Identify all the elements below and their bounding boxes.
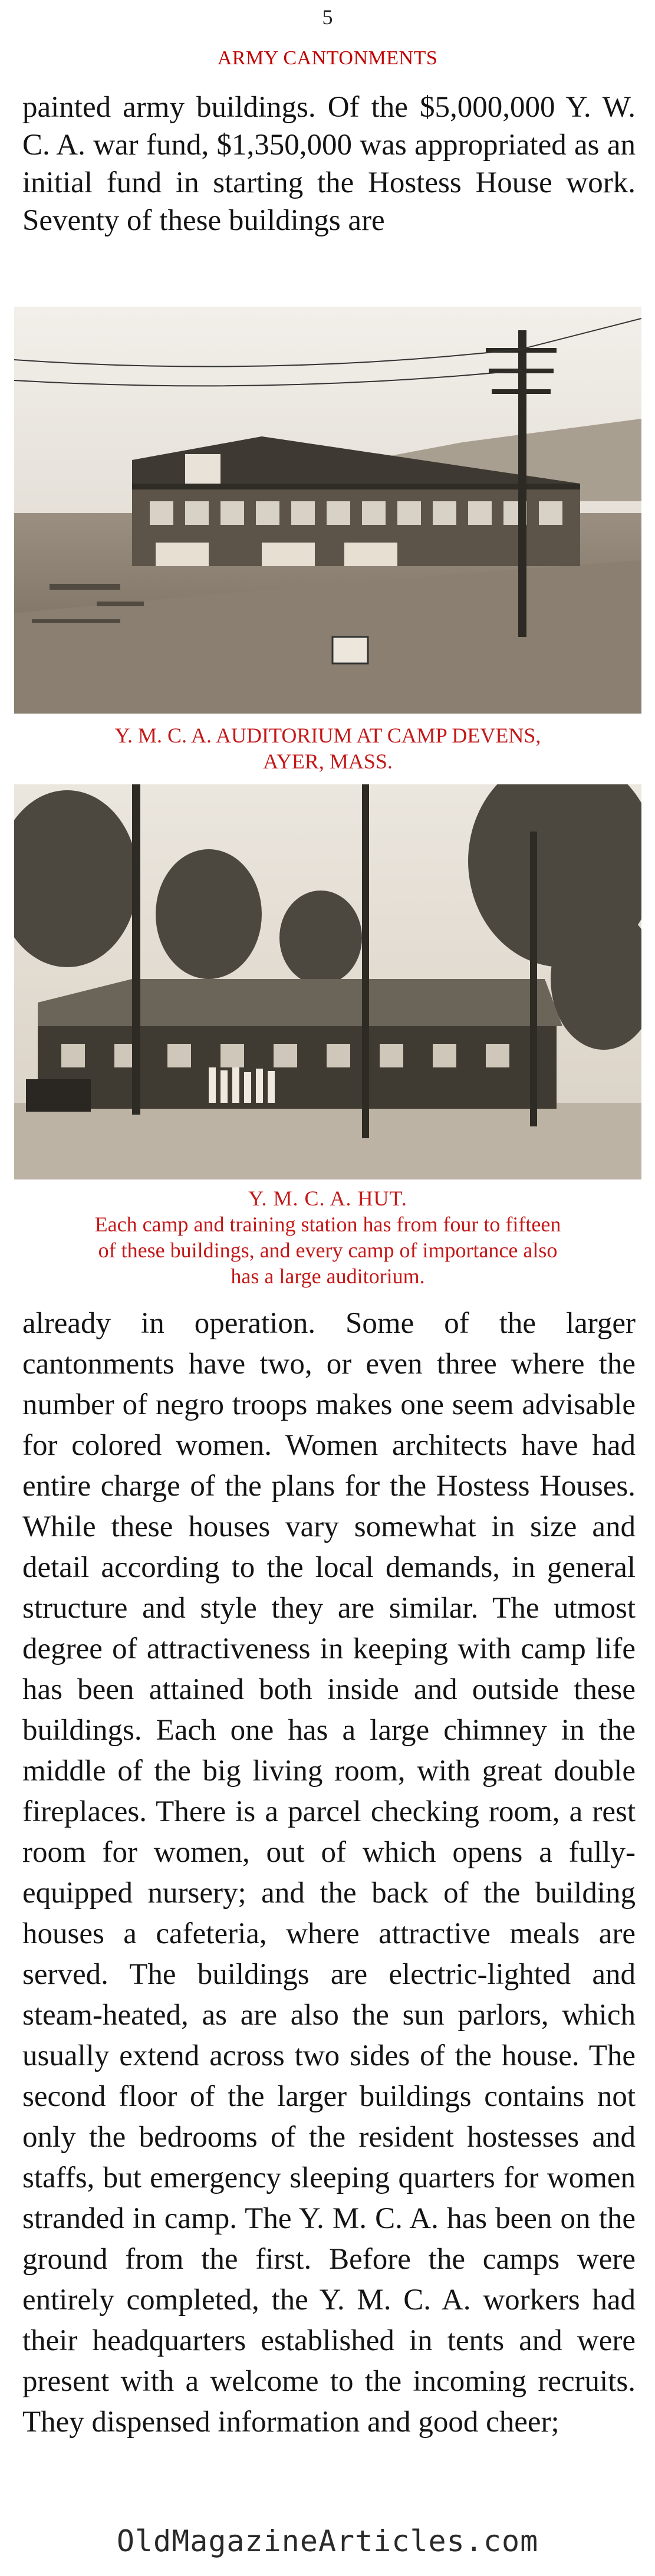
source-watermark: OldMagazineArticles.com (116, 2524, 539, 2558)
running-head: ARMY CANTONMENTS (217, 47, 438, 69)
photo-auditorium-caption-line2: AYER, MASS. (263, 750, 393, 773)
article-text-top: painted army buildings. Of the $5,000,000 Y. W. C. A. war fund, $1,350,000 was appropriated as an initial fund in starting the Hostess House work. Seventy of these buildings are (22, 91, 636, 237)
photo-auditorium-caption-line1: Y. M. C. A. AUDITORIUM AT CAMP DEVENS, (114, 724, 541, 747)
article-text-body: already in operation. Some of the larger cantonments have two, or even three where the number of negro troops makes one seem advisable for colored women. Women architects have had entire charge of the plans for the Hostess Houses. While these houses vary somewhat in size and detail according to the local demands, in general structure and style they are similar. The utmost degree of attractiveness in keeping with camp life has been attained both inside and outside these buildings. Each one has a large chimney in the middle of the big living room, with great double fireplaces. There is a parcel checking room, a rest room for women, out of which opens a fully-equipped nursery; and the back of the building houses a cafeteria, where attractive meals are served. The buildings are electric-lighted and steam-heated, as are also the sun parlors, which usually extend across two sides of the house. The second floor of the larger buildings contains not only the bedrooms of the resident hostesses and staffs, but emergency sleeping quarters for women stranded in camp. The Y. M. C. A. has been on the ground from the first. Before the camps were entirely completed, the Y. M. C. A. workers had their headquarters established in tents and were present with a welcome to the incoming recruits. They dispensed information and good cheer; (22, 1307, 636, 2439)
photo-hut (14, 784, 641, 1179)
page-number: 5 (322, 5, 333, 29)
photo-hut-caption-line1: Each camp and training station has from four to fifteen (94, 1213, 561, 1236)
photo-hut-caption-line2: of these buildings, and every camp of importance also (98, 1238, 558, 1262)
photo-hut-caption-line3: has a large auditorium. (231, 1264, 425, 1288)
photo-auditorium (14, 307, 641, 714)
photo-hut-caption-title: Y. M. C. A. HUT. (248, 1187, 407, 1210)
